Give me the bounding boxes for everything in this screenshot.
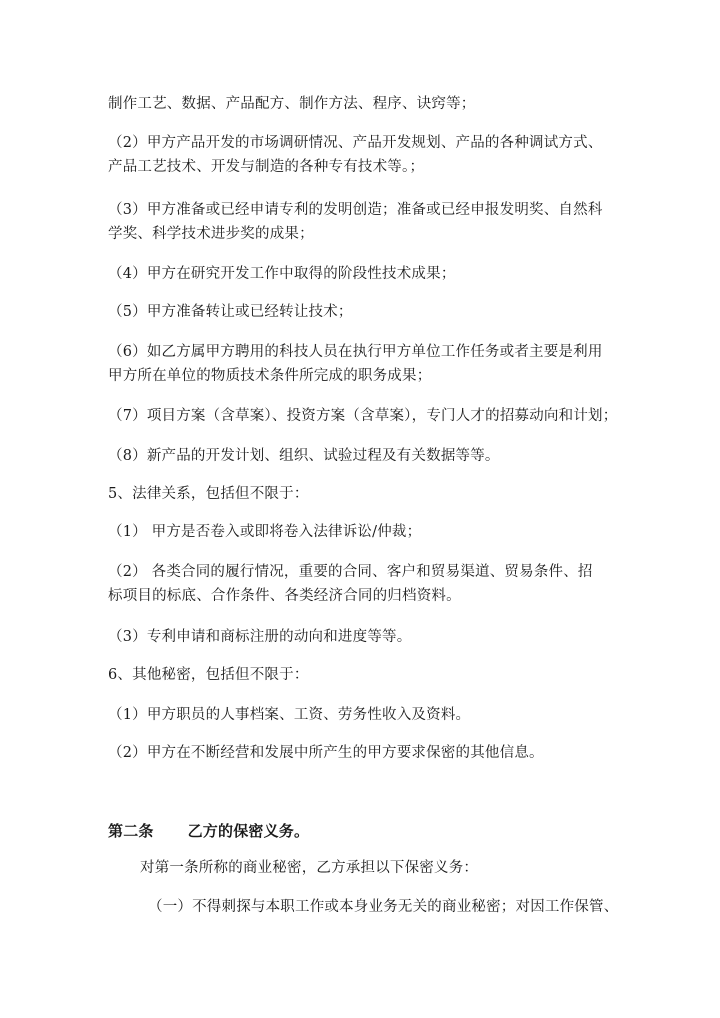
paragraph-line: （4）甲方在研究开发工作中取得的阶段性技术成果； xyxy=(108,266,456,282)
article-title: 乙方的保密义务。 xyxy=(187,822,310,840)
section-heading-6: 6、其他秘密，包括但不限于： xyxy=(108,667,309,683)
obligation-item: （一）不得刺探与本职工作或本身业务无关的商业秘密；对因工作保管、 xyxy=(148,899,619,915)
paragraph-line: 产品工艺技术、开发与制造的各种专有技术等。； xyxy=(108,159,425,175)
article-intro: 对第一条所称的商业秘密，乙方承担以下保密义务： xyxy=(140,860,479,876)
paragraph-line: 标项目的标底、合作条件、各类经济合同的归档资料。 xyxy=(108,588,461,604)
paragraph-line: （7）项目方案（含草案）、投资方案（含草案），专门人才的招募动向和计划； xyxy=(108,408,618,424)
paragraph-line: （5）甲方准备转让或已经转让技术； xyxy=(108,304,353,320)
article-number: 第二条 xyxy=(108,822,154,840)
paragraph-line: （8）新产品的开发计划、组织、试验过程及有关数据等等。 xyxy=(108,448,500,464)
paragraph-line: 学奖、科学技术进步奖的成果； xyxy=(108,226,314,242)
section-heading-5: 5、法律关系，包括但不限于： xyxy=(108,486,309,502)
paragraph-line: （3）专利申请和商标注册的动向和进度等等。 xyxy=(108,629,412,645)
paragraph-line: 制作工艺、数据、产品配方、制作方法、程序、诀窍等； xyxy=(108,96,476,112)
paragraph-line: （3）甲方准备或已经申请专利的发明创造；准备或已经申报发明奖、自然科 xyxy=(108,202,603,218)
paragraph-line: （6）如乙方属甲方聘用的科技人员在执行甲方单位工作任务或者主要是利用 xyxy=(108,344,603,360)
paragraph-line: （1） 甲方是否卷入或即将卷入法律诉讼/仲裁； xyxy=(108,524,422,540)
paragraph-line: （1）甲方职员的人事档案、工资、劳务性收入及资料。 xyxy=(108,707,471,723)
paragraph-line: （2）甲方在不断经营和发展中所产生的甲方要求保密的其他信息。 xyxy=(108,745,544,761)
article-heading xyxy=(108,821,309,841)
paragraph-line: 甲方所在单位的物质技术条件所完成的职务成果； xyxy=(108,368,432,384)
paragraph-line: （2）甲方产品开发的市场调研情况、产品开发规划、产品的各种调试方式、 xyxy=(108,135,603,151)
paragraph-line: （2） 各类合同的履行情况，重要的合同、客户和贸易渠道、贸易条件、招 xyxy=(108,564,593,580)
